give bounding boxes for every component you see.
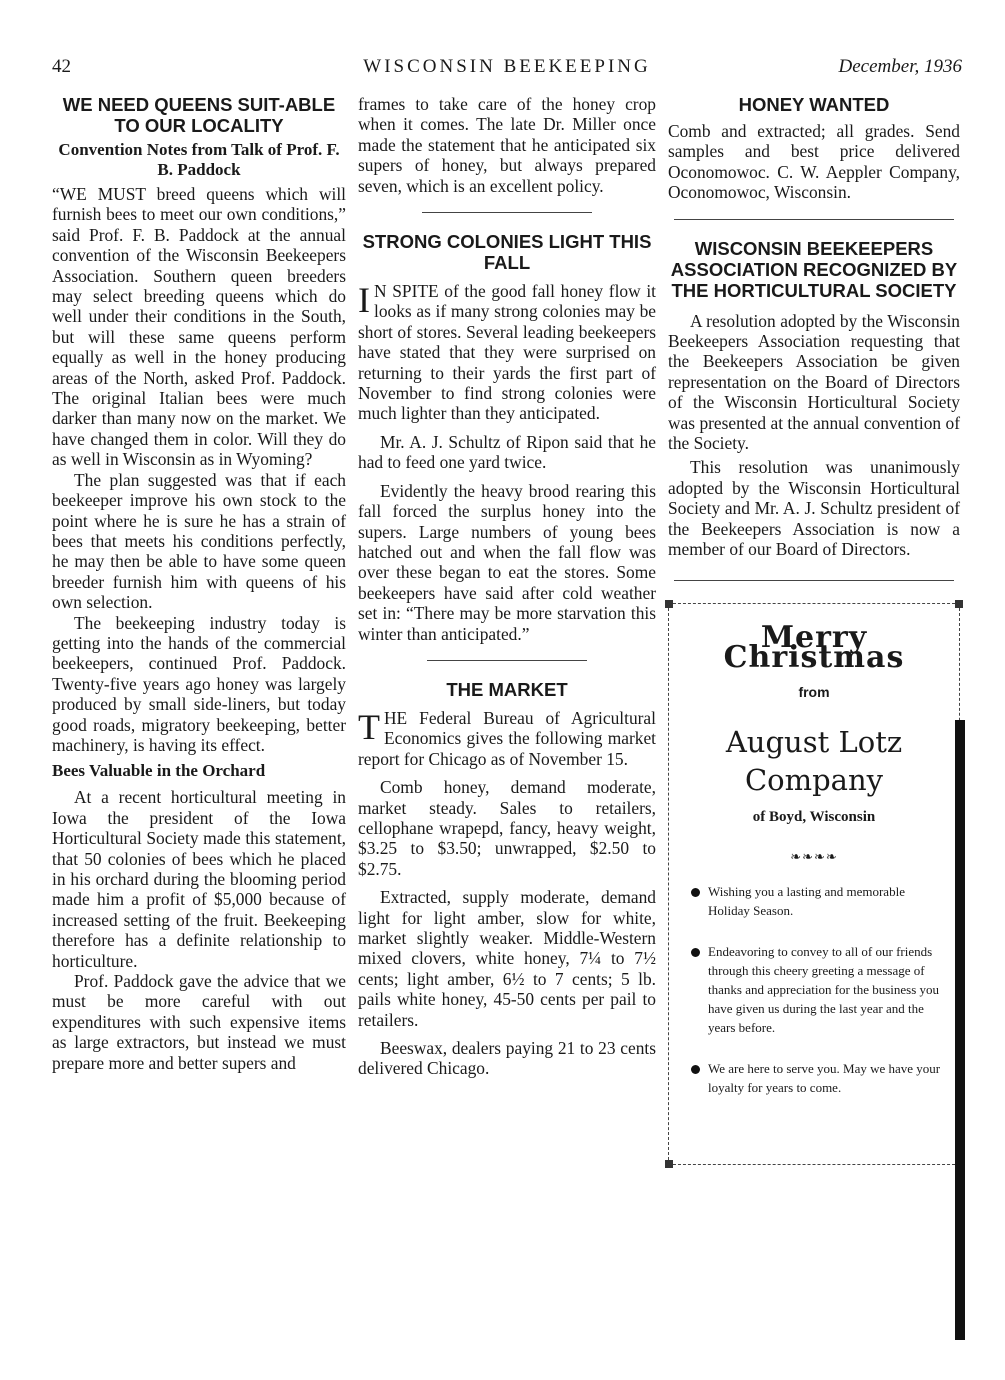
divider (674, 219, 954, 220)
ad-from: from (798, 684, 830, 701)
ad-bullet: Endeavoring to convey to all of our friends through this cheery greeting a message of thanks and appreciation for the business you have given us during the last year and the years before. (691, 942, 943, 1037)
drop-cap: I (358, 280, 370, 321)
ad-greeting: Merry Christmas (723, 619, 905, 675)
paragraph: This resolution was unanimously adopted by the Wisconsin Horticultural Society and Mr. A. J. Schultz president of the Beekeepers Association is now a member of our Board of Directors. (668, 457, 960, 560)
paragraph: frames to take care of the honey crop when it comes. The late Dr. Miller once made the statement that he anticipated six supers of honey, but always prepared seven, which is an excellent policy. (358, 94, 656, 196)
page-number: 42 (52, 56, 71, 77)
article-title-queens: WE NEED QUEENS SUIT-ABLE TO OUR LOCALITY (62, 94, 336, 136)
paragraph: Prof. Paddock gave the advice that we must be more careful with out expenditures with such expensive items as large extractors, but instead we must prepare more and better supers and (52, 971, 346, 1073)
notice-title-honey-wanted: HONEY WANTED (738, 94, 890, 115)
christmas-advertisement (668, 603, 960, 1165)
article-title-recognized: WISCONSIN BEEKEEPERS ASSOCIATION RECOGNIZED BY THE HORTICULTURAL SOCIETY (670, 237, 958, 301)
ad-bullet: We are here to serve you. May we have your loyalty for years to come. (691, 1059, 943, 1097)
drop-cap: T (358, 706, 380, 747)
paragraph: Comb honey, demand moderate, market steady. Sales to retailers, cellophane wrapepd, fancy, heavy weight, $3.25 to $3.50; unwrapped, $2.50 to $2.75. (358, 777, 656, 879)
paragraph: A resolution adopted by the Wisconsin Beekeepers Association requesting that the Beekeepers Association be given representation on the Board of Directors of the Wisconsin Horticultural Society was presented at the annual convention of the Society. (668, 310, 960, 454)
paragraph: Evidently the heavy brood rearing this fall forced the surplus honey into the supers. Large numbers of young bees hatched out and when the fall flow was over these began to eat the stores. Some beekeepers have said after cold weather set in: “There may be more starvation this winter than anticipated.” (358, 480, 656, 644)
paragraph: Extracted, supply moderate, demand light for light amber, slow for white, market slightly weaker. Middle-Western mixed clovers, white honey, 7¼ to 7½ cents; light amber, 6½ to 7 cents; 5 lb. pails white honey, 45-50 cents per pail to retailers. (358, 887, 656, 1030)
paragraph: At a recent horticultural meeting in Iowa the president of the Iowa Horticultural Society made this statement, that 50 colonies of bees which he placed in his orchard during the blooming period made him a profit of $5,000 because of increased setting of the fruit. Beekeeping therefore has a definite relationship to horticulture. (52, 787, 346, 971)
paragraph: “WE MUST breed queens which will furnish bees to meet our own conditions,” said Prof. F. B. Paddock at the annual convention of the Wisconsin Beekeepers Association. Southern queen breeders may select breeding queens which do well under their conditions in the South, but will these same queens perform equally as well in the honey producing areas of the North, asked Prof. Paddock. The original Italian bees were much darker than many now on the market. We have changed them in color. Will they do as well in Wisconsin as in Wyoming? (52, 184, 346, 470)
paragraph: THE Federal Bureau of Agricultural Economics gives the following market report for Chicago as of November 15. (358, 706, 656, 769)
divider (422, 212, 592, 213)
journal-title: WISCONSIN BEEKEEPING (363, 56, 651, 77)
corner-ornament (665, 1160, 673, 1168)
page-header (52, 52, 962, 80)
bullet-icon (691, 888, 700, 897)
paragraph: Beeswax, dealers paying 21 to 23 cents delivered Chicago. (358, 1038, 656, 1079)
section-subhead: Bees Valuable in the Orchard (52, 761, 266, 781)
article-subtitle: Convention Notes from Talk of Prof. F. B. Paddock (58, 140, 340, 179)
corner-ornament (955, 600, 963, 608)
divider (674, 580, 954, 581)
paragraph: I N SPITE of the good fall honey flow it looks as if many strong colonies may be short of stores. Several leading beekeepers have stated that they were surprised on returning to their yards the first part of November to find strong colonies were much lighter than they anticipated. (358, 280, 656, 424)
column-left (52, 94, 346, 1073)
ad-company: August Lotz Company (725, 724, 903, 797)
bullet-icon (691, 948, 700, 957)
paragraph: Mr. A. J. Schultz of Ripon said that he had to feed one yard twice. (358, 431, 656, 473)
paragraph: The beekeeping industry today is getting into the hands of the commercial beekeepers, continued Prof. Paddock. Twenty-five years ago honey was largely produced by small side-liners, but today good roads, migratory beekeeping, better machinery, is having its effect. (52, 612, 346, 755)
ad-bullet: Wishing you a lasting and memorable Holiday Season. (691, 882, 943, 920)
column-right (668, 94, 960, 1165)
corner-ornament (665, 600, 673, 608)
margin-bar (955, 720, 965, 1340)
column-middle (358, 94, 656, 1079)
article-title-market: THE MARKET (446, 678, 568, 700)
article-title-strong-colonies: STRONG COLONIES LIGHT THIS FALL (362, 231, 652, 274)
paragraph: Comb and extracted; all grades. Send samples and best price delivered Oconomowoc. C. W. Aeppler Company, Oconomowoc, Wisconsin. (668, 121, 960, 203)
ornament-icon: ❧❧❧❧ (790, 849, 838, 865)
bullet-icon (691, 1065, 700, 1074)
issue-date: December, 1936 (838, 56, 962, 77)
ad-location: of Boyd, Wisconsin (752, 808, 876, 825)
paragraph: The plan suggested was that if each beekeeper improve his own stock to the point where he is sure he has a strain of bees that meets his conditions perfectly, he may then be able to have some queen breeder furnish him with queens of his own selection. (52, 469, 346, 613)
divider (427, 660, 587, 661)
